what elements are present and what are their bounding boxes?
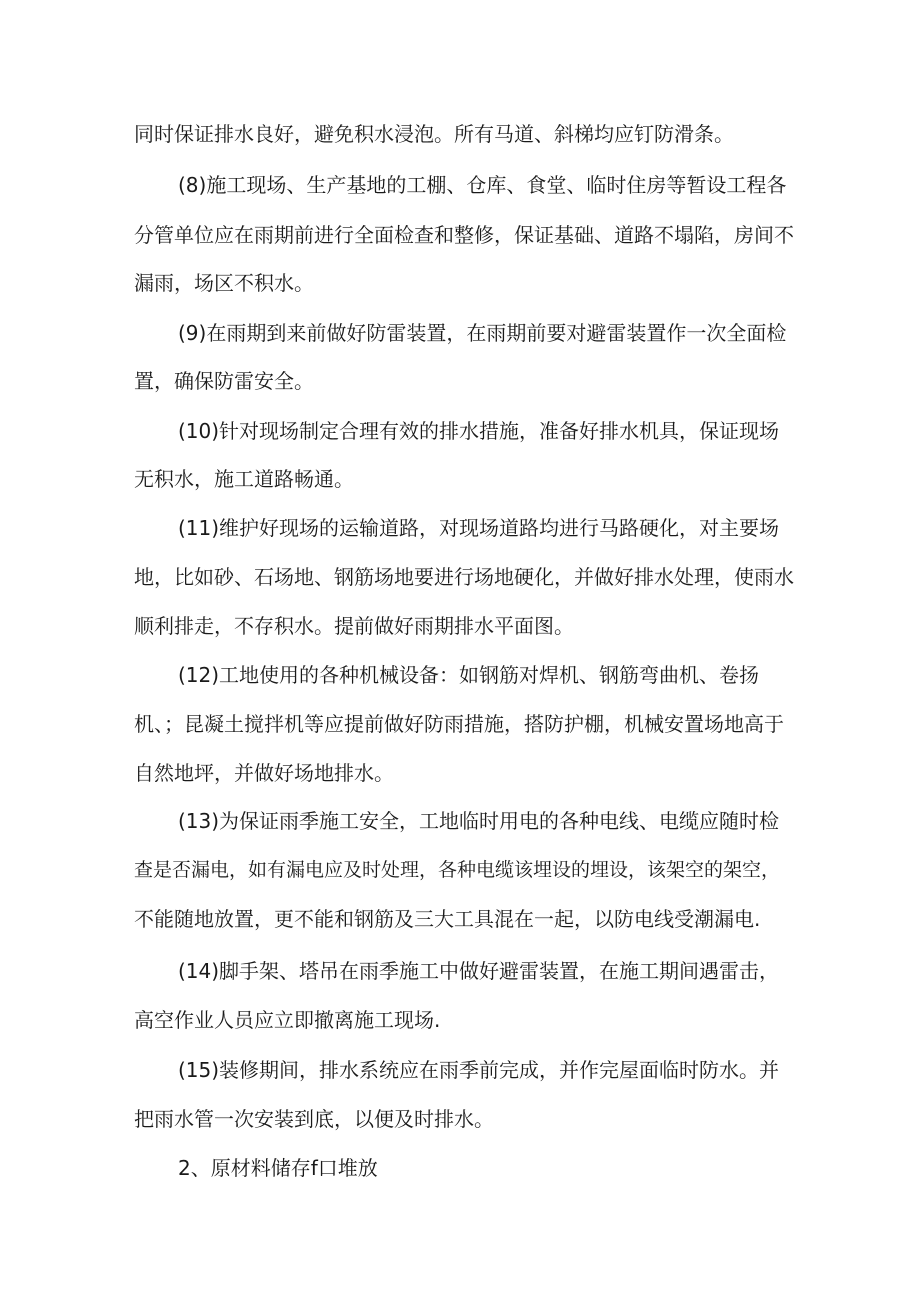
text-line-20: (15)装修期间，排水系统应在雨季前完成，并作完屋面临时防水。并 — [178, 1058, 780, 1082]
text-line-11: 顺利排走，不存积水。提前做好雨期排水平面图。 — [134, 614, 574, 638]
text-line-6: 置，确保防雷安全。 — [134, 369, 314, 393]
text-line-21: 把雨水管一次安装到底，以便及时排水。 — [134, 1107, 494, 1131]
text-line-15: (13)为保证雨季施工安全，工地临时用电的各种电线、电缆应随时检 — [178, 809, 780, 833]
text-line-12: (12)工地使用的各种机械设备：如钢筋对焊机、钢筋弯曲机、卷扬 — [178, 663, 760, 687]
text-line-16: 查是否漏电，如有漏电应及时处理，各种电缆该埋设的埋设，该架空的架空， — [134, 859, 781, 881]
text-line-3: 分管单位应在雨期前进行全面检查和整修，保证基础、道路不塌陷，房间不 — [134, 223, 794, 247]
text-line-4: 漏雨，场区不积水。 — [134, 271, 314, 295]
text-line-5: (9)在雨期到来前做好防雷装置，在雨期前要对避雷装置作一次全面检 — [178, 321, 787, 345]
text-line-18: (14)脚手架、塔吊在雨季施工中做好避雷装置，在施工期间遇雷击， — [178, 959, 780, 983]
text-line-17: 不能随地放置，更不能和钢筋及三大工具混在一起，以防电线受潮漏电. — [134, 907, 761, 931]
text-line-19: 高空作业人员应立即撤离施工现场. — [134, 1008, 441, 1032]
section-heading: 2、原材料储存f口堆放 — [178, 1156, 378, 1180]
text-line-2: (8)施工现场、生产基地的工棚、仓库、食堂、临时住房等暂设工程各 — [178, 173, 787, 197]
text-line-8: 无积水，施工道路畅通。 — [134, 467, 354, 491]
text-line-14: 自然地坪，并做好场地排水。 — [134, 761, 394, 785]
text-line-9: (11)维护好现场的运输道路，对现场道路均进行马路硬化，对主要场 — [178, 516, 780, 540]
text-line-1: 同时保证排水良好，避免积水浸泡。所有马道、斜梯均应钉防滑条。 — [134, 122, 734, 146]
text-line-10: 地，比如砂、石场地、钢筋场地要进行场地硬化，并做好排水处理，使雨水 — [134, 565, 794, 589]
text-line-13: 机、；昆凝土搅拌机等应提前做好防雨措施，搭防护棚，机械安置场地高于 — [134, 712, 784, 736]
text-line-7: (10)针对现场制定合理有效的排水措施，准备好排水机具，保证现场 — [178, 419, 780, 443]
